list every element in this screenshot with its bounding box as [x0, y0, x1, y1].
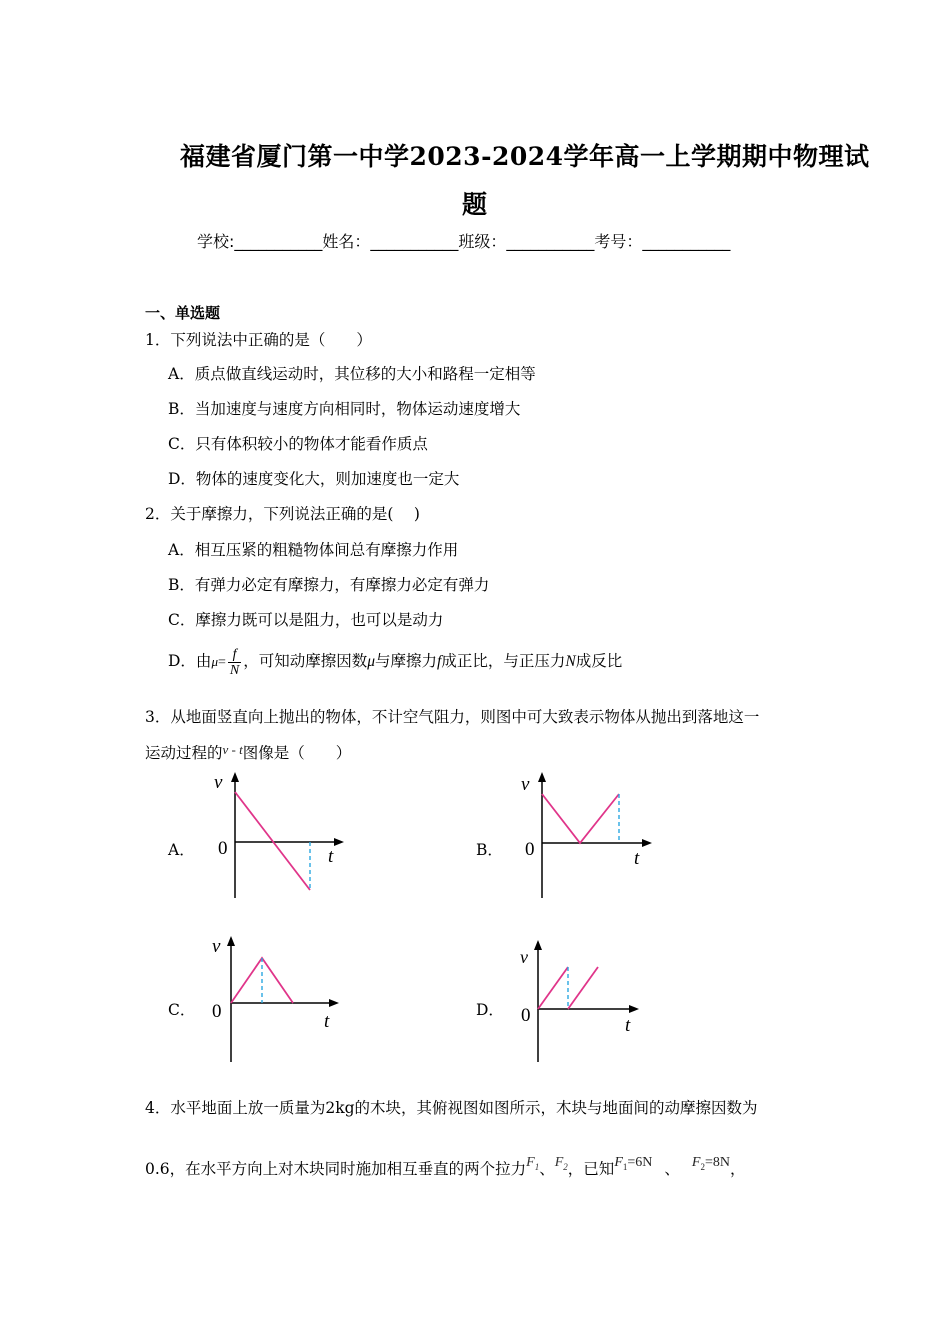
- q1-option-a: A．质点做直线运动时，其位移的大小和路程一定相等: [168, 365, 536, 383]
- graph-a: [200, 768, 360, 903]
- v-label: v: [214, 772, 223, 793]
- q4-line2-a: 0.6，在水平方向上对木块同时施加相互垂直的两个拉力: [145, 1160, 527, 1178]
- q1-option-d: D．物体的速度变化大，则加速度也一定大: [168, 470, 460, 488]
- separator: 、: [539, 1160, 555, 1178]
- q2-option-b: B．有弹力必定有摩擦力，有摩擦力必定有弹力: [168, 576, 490, 594]
- v-axis-arrow: [534, 940, 542, 950]
- q2-option-c: C．摩擦力既可以是阻力，也可以是动力: [168, 611, 444, 629]
- graph-d: [506, 930, 666, 1065]
- page-title: 福建省厦门第一中学2023-2024学年高一上学期期中物理试: [180, 142, 870, 171]
- f2-symbol: $F_2$: [554, 1155, 568, 1172]
- v-label: v: [520, 947, 528, 967]
- q3-stem-line1: 3．从地面竖直向上抛出的物体，不计空气阻力，则图中可大致表示物体从抛出到落地这一: [145, 708, 760, 726]
- v-label: v: [212, 936, 221, 957]
- vt-symbol: v - t: [222, 742, 243, 757]
- friction-fraction: [228, 647, 241, 678]
- q1-option-b: B．当加速度与速度方向相同时，物体运动速度增大: [168, 400, 521, 418]
- f2-equation: $F_2=8N$: [691, 1155, 730, 1172]
- q2-option-a: A．相互压紧的粗糙物体间总有摩擦力作用: [168, 541, 459, 559]
- q4-stem-line1: 4．水平地面上放一质量为2kg的木块，其俯视图如图所示，木块与地面间的动摩擦因数为: [145, 1099, 758, 1117]
- t-axis-arrow: [629, 1005, 639, 1013]
- q3-line2-a: 运动过程的: [145, 744, 223, 762]
- separator-2: 、: [664, 1160, 680, 1178]
- q3-stem-line2: [145, 741, 351, 763]
- q2-stem: 2．关于摩擦力，下列说法正确的是( ): [145, 505, 420, 523]
- v-axis-arrow: [227, 936, 235, 946]
- student-info-line: 学校:___________姓名：___________班级：___________考号：___________: [197, 232, 731, 251]
- q2-d-mid2: 与摩擦力: [375, 652, 438, 670]
- q4-tail: ，: [729, 1160, 746, 1178]
- velocity-line-2: [568, 967, 598, 1009]
- f-symbol: f: [437, 653, 442, 670]
- n-symbol: N: [565, 653, 576, 670]
- q2-d-mid3: 成正比，与正压力: [441, 652, 566, 670]
- q2-d-mid1: ，可知动摩擦因数: [243, 652, 368, 670]
- page-title-cont: 题: [462, 190, 488, 219]
- section-heading: 一、单选题: [145, 304, 221, 322]
- q2-d-prefix: D．由: [168, 652, 212, 670]
- velocity-line-1: [538, 967, 568, 1009]
- t-axis-arrow: [334, 838, 344, 846]
- q3-line2-b: 图像是（ ）: [242, 744, 352, 762]
- graph-a-label: A．: [168, 841, 195, 859]
- v-label: v: [521, 774, 530, 795]
- t-axis-arrow: [642, 839, 652, 847]
- velocity-line: [542, 794, 619, 843]
- velocity-line: [235, 792, 310, 890]
- origin-label: 0: [525, 839, 535, 860]
- t-label: t: [324, 1011, 330, 1032]
- graph-c: [200, 930, 360, 1065]
- origin-label: 0: [212, 1001, 222, 1022]
- fraction-denominator: N: [229, 662, 240, 678]
- f1-symbol: $F_1$: [526, 1155, 540, 1172]
- q4-stem-line2: [145, 1148, 746, 1184]
- q4-line2-b: ，已知: [567, 1160, 615, 1178]
- t-axis-arrow: [329, 999, 339, 1007]
- graph-b: [506, 768, 666, 903]
- q2-d-tail: 成反比: [575, 652, 623, 670]
- origin-label: 0: [218, 838, 228, 859]
- graph-b-label: B．: [476, 841, 503, 859]
- f1-equation: $F_1=6N$: [614, 1155, 653, 1172]
- equals-sign: =: [217, 655, 226, 670]
- q1-stem: 1．下列说法中正确的是（ ）: [145, 331, 372, 349]
- t-label: t: [625, 1015, 631, 1036]
- t-label: t: [328, 846, 334, 867]
- q2-option-d: [168, 644, 622, 680]
- origin-label: 0: [521, 1005, 531, 1026]
- fraction-numerator: f: [228, 647, 241, 663]
- graph-c-label: C．: [168, 1001, 196, 1019]
- q1-option-c: C．只有体积较小的物体才能看作质点: [168, 435, 428, 453]
- mu-symbol: μ: [211, 654, 218, 669]
- v-axis-arrow: [231, 772, 239, 782]
- graph-d-label: D．: [476, 1001, 504, 1019]
- v-axis-arrow: [538, 772, 546, 782]
- t-label: t: [634, 848, 640, 869]
- mu-symbol-2: μ: [367, 653, 376, 670]
